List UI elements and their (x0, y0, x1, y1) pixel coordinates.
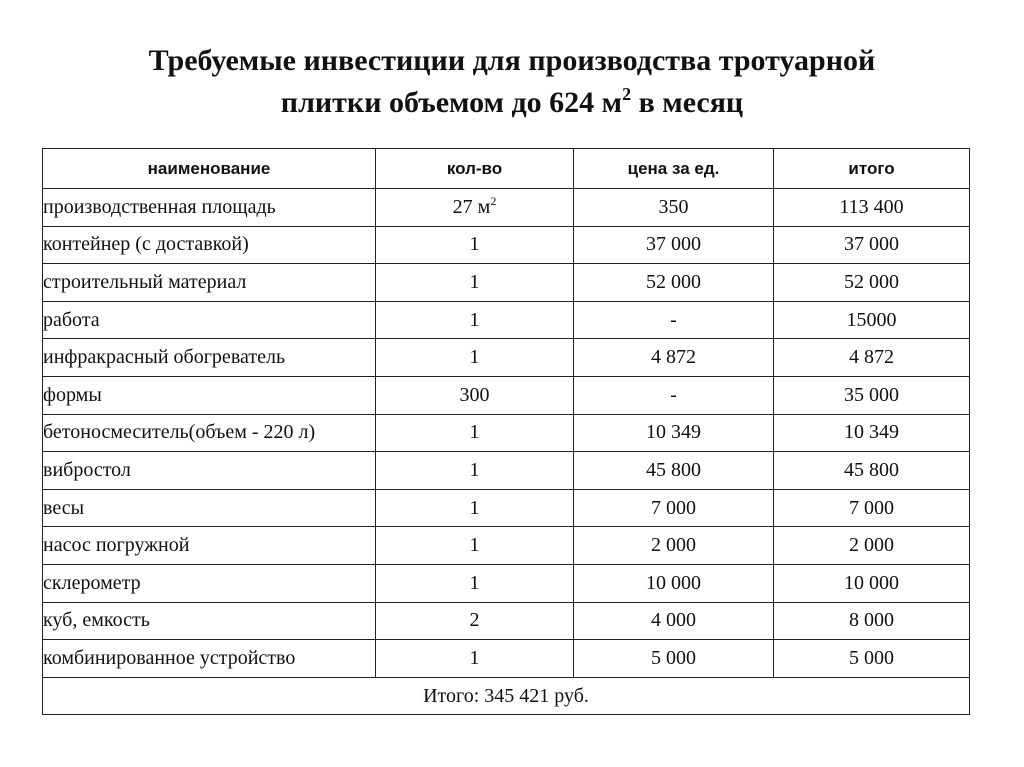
table-row (43, 376, 970, 414)
cell-qty: 1 (376, 640, 574, 678)
cell-total: 37 000 (774, 226, 970, 264)
cell-name: куб, емкость (43, 602, 376, 640)
cell-price: 10 000 (574, 564, 774, 602)
investment-table (42, 148, 970, 715)
cell-qty: 1 (376, 452, 574, 490)
grand-total: Итого: 345 421 руб. (43, 677, 970, 715)
cell-total: 2 000 (774, 527, 970, 565)
table-header-row (43, 149, 970, 189)
cell-qty: 300 (376, 376, 574, 414)
header-qty: кол-во (376, 149, 574, 189)
table-row (43, 564, 970, 602)
cell-price: 10 349 (574, 414, 774, 452)
cell-name: вибростол (43, 452, 376, 490)
cell-total: 113 400 (774, 189, 970, 227)
cell-price: 4 000 (574, 602, 774, 640)
table-row (43, 602, 970, 640)
cell-qty: 1 (376, 527, 574, 565)
cell-qty (376, 189, 574, 227)
cell-total: 10 000 (774, 564, 970, 602)
table-row (43, 640, 970, 678)
cell-total: 10 349 (774, 414, 970, 452)
table-row (43, 226, 970, 264)
title-line-2-text: плитки объемом до 624 м (280, 86, 623, 119)
page-title (0, 40, 1024, 124)
cell-name: контейнер (с доставкой) (43, 226, 376, 264)
cell-total: 52 000 (774, 264, 970, 302)
cell-qty: 1 (376, 226, 574, 264)
header-name: наименование (43, 149, 376, 189)
cell-name: весы (43, 489, 376, 527)
cell-qty: 1 (376, 564, 574, 602)
header-price: цена за ед. (574, 149, 774, 189)
cell-qty: 1 (376, 301, 574, 339)
cell-qty: 1 (376, 264, 574, 302)
cell-qty: 1 (376, 414, 574, 452)
cell-qty: 1 (376, 339, 574, 377)
cell-name: строительный материал (43, 264, 376, 302)
table-row (43, 489, 970, 527)
cell-total: 15000 (774, 301, 970, 339)
cell-price: - (574, 376, 774, 414)
cell-price: 350 (574, 189, 774, 227)
cell-name: комбинированное устройство (43, 640, 376, 678)
cell-price: 52 000 (574, 264, 774, 302)
cell-qty: 1 (376, 489, 574, 527)
grand-total-row (43, 677, 970, 715)
title-line-1: Требуемые инвестиции для производства тротуарной (148, 44, 876, 77)
cell-price: - (574, 301, 774, 339)
cell-total: 45 800 (774, 452, 970, 490)
cell-price: 45 800 (574, 452, 774, 490)
cell-name: работа (43, 301, 376, 339)
cell-total: 8 000 (774, 602, 970, 640)
table-row (43, 301, 970, 339)
title-superscript: 2 (622, 84, 632, 104)
cell-qty: 2 (376, 602, 574, 640)
table-row (43, 527, 970, 565)
cell-qty-value: 27 м (452, 195, 491, 218)
cell-price: 2 000 (574, 527, 774, 565)
header-total: итого (774, 149, 970, 189)
table-row (43, 414, 970, 452)
title-line-2 (0, 82, 1024, 124)
cell-price: 7 000 (574, 489, 774, 527)
cell-name: производственная площадь (43, 189, 376, 227)
table-row (43, 189, 970, 227)
cell-total: 35 000 (774, 376, 970, 414)
cell-price: 4 872 (574, 339, 774, 377)
cell-name: инфракрасный обогреватель (43, 339, 376, 377)
cell-name: формы (43, 376, 376, 414)
cell-qty-superscript: 2 (490, 193, 497, 208)
cell-name: насос погружной (43, 527, 376, 565)
cell-price: 37 000 (574, 226, 774, 264)
cell-name: склерометр (43, 564, 376, 602)
table-row (43, 339, 970, 377)
table-row (43, 452, 970, 490)
title-line-2-end: в месяц (631, 86, 744, 119)
cell-total: 5 000 (774, 640, 970, 678)
cell-name: бетоносмеситель(объем - 220 л) (43, 414, 376, 452)
cell-price: 5 000 (574, 640, 774, 678)
cell-total: 4 872 (774, 339, 970, 377)
table-row (43, 264, 970, 302)
cell-total: 7 000 (774, 489, 970, 527)
